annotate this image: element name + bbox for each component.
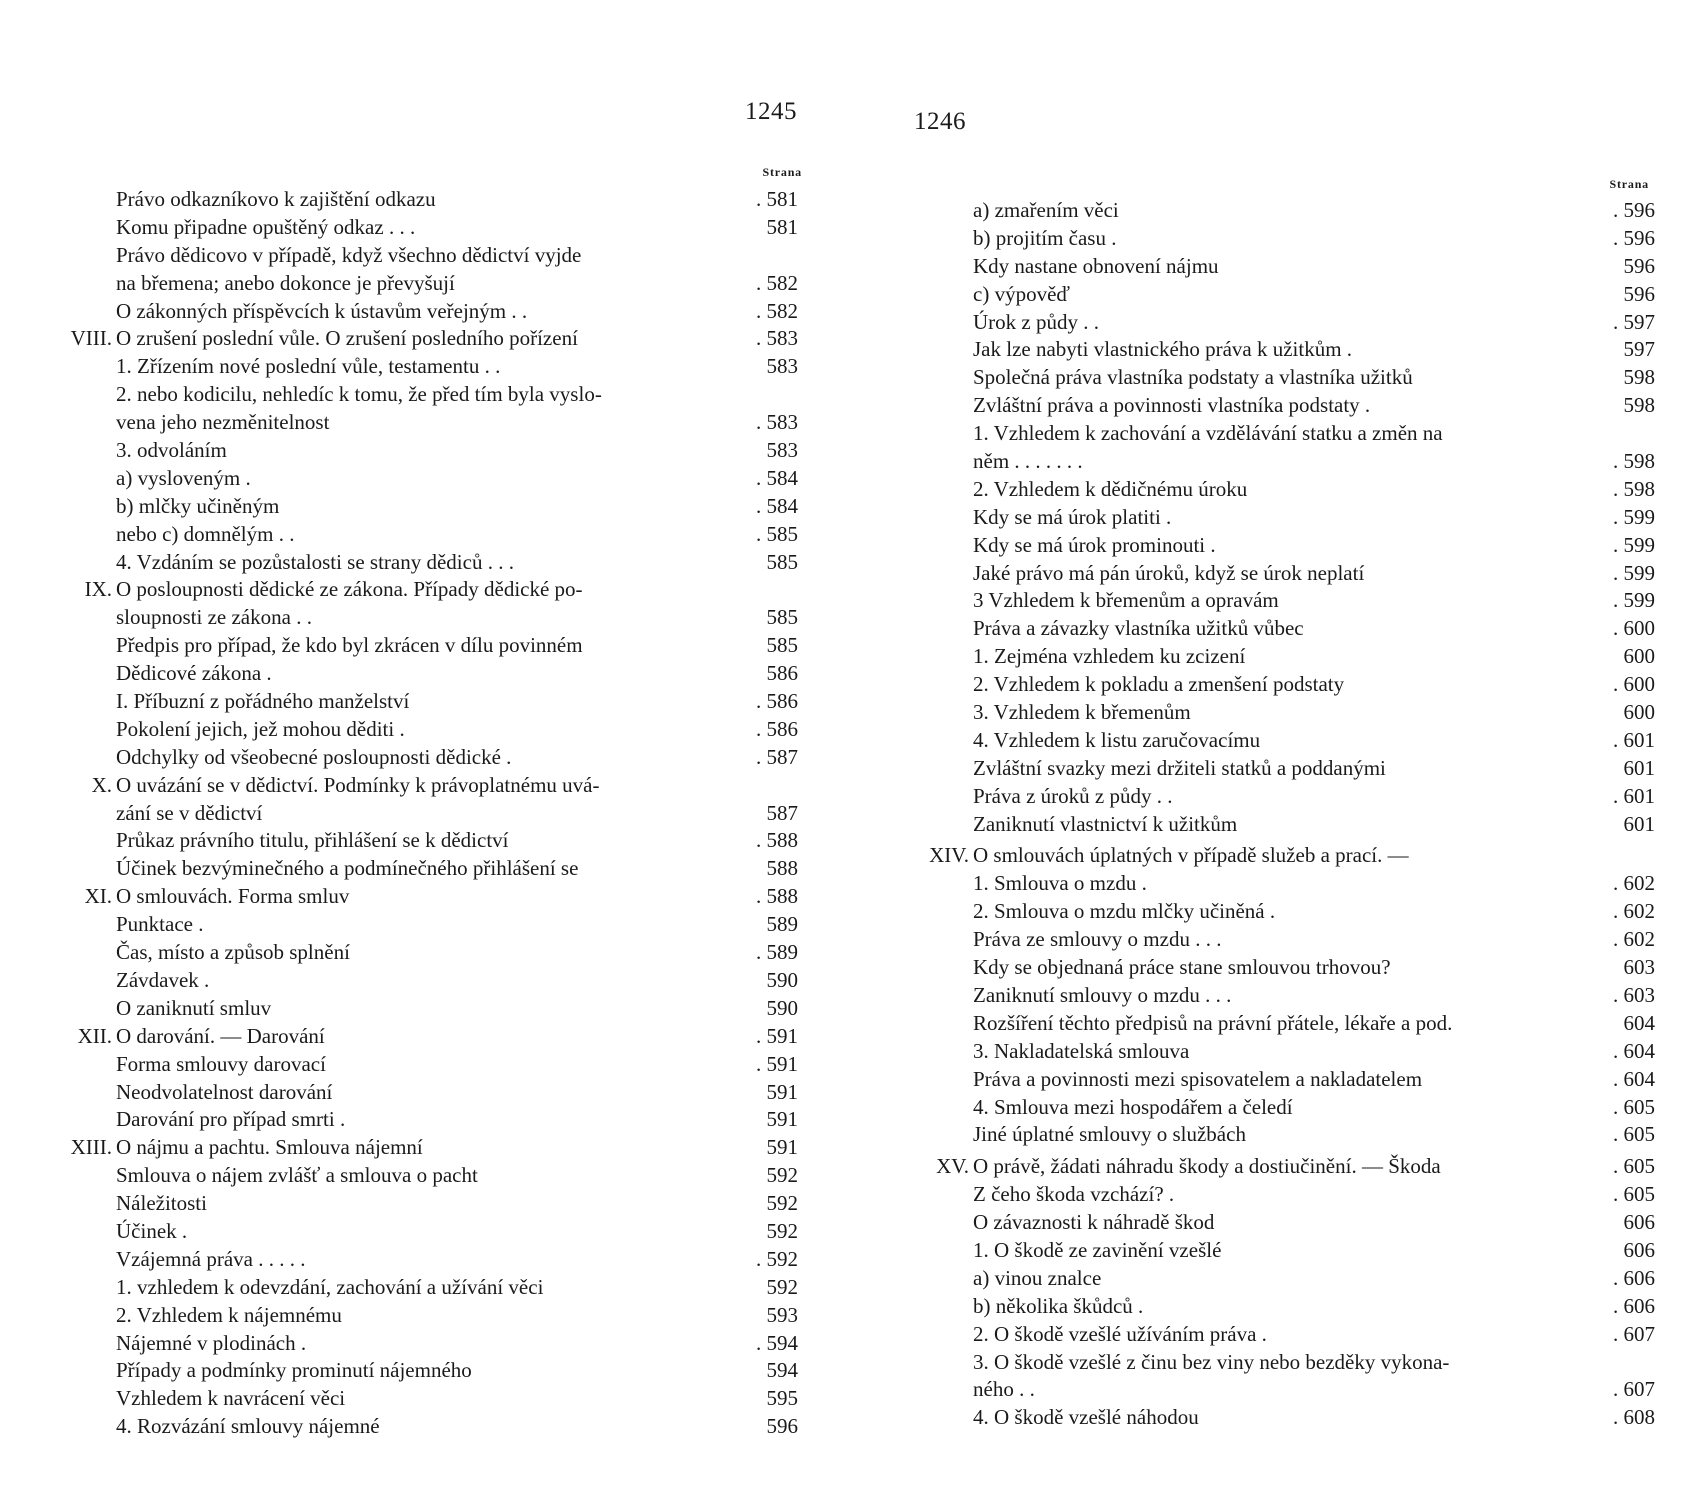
toc-entry: [905, 1010, 1655, 1038]
page-reference: 585: [766, 549, 798, 574]
entry-title: 4. Vzhledem k listu zaručovacímu: [973, 727, 1261, 752]
toc-entry: [48, 1413, 798, 1441]
toc-list: [905, 197, 1655, 1432]
entry-title: Zaniknutí vlastnictví k užitkům: [973, 811, 1238, 836]
entry-title: 1. Smlouva o mzdu .: [973, 871, 1147, 896]
entry-title: Zvláštní svazky mezi držiteli statků a poddanými: [973, 755, 1386, 780]
entry-title: b) několika škůdců .: [973, 1293, 1144, 1318]
entry-title: 3. O škodě vzešlé z činu bez viny nebo bezděky vykona-: [973, 1349, 1450, 1374]
entry-title: a) vysloveným .: [116, 465, 251, 490]
entry-title: Účinek bezvýminečného a podmínečného přihlášení se: [116, 856, 579, 881]
entry-title: Právo odkazníkovo k zajištění odkazu: [116, 187, 436, 211]
page-reference: . 585: [756, 521, 798, 546]
chapter-numeral: XI.: [84, 884, 112, 909]
page-reference: . 591: [756, 1023, 798, 1048]
page-reference: 596: [1623, 281, 1655, 306]
entry-title: 3. Nakladatelská smlouva: [973, 1038, 1190, 1063]
page-reference: . 600: [1613, 616, 1655, 641]
entry-title: Z čeho škoda vzchází? .: [973, 1182, 1175, 1207]
toc-entry: [48, 409, 798, 437]
entry-title: na břemena; anebo dokonce je převyšují: [116, 270, 455, 295]
toc-entry: [48, 800, 798, 828]
entry-title: Společná práva vlastníka podstaty a vlastníka užitků: [973, 365, 1413, 390]
page-reference: 603: [1623, 955, 1655, 980]
entry-title: 1. Zřízením nové poslední vůle, testamentu . .: [116, 354, 501, 379]
entry-title: 4. Rozvázání smlouvy nájemné: [116, 1414, 380, 1439]
toc-entry: [48, 353, 798, 381]
page-reference: . 598: [1613, 476, 1655, 501]
page-reference: . 601: [1613, 727, 1655, 752]
page-reference: 588: [766, 856, 798, 881]
toc-entry: [48, 325, 798, 353]
page-column-header: Strana: [762, 165, 802, 179]
entry-title: Náležitosti: [116, 1191, 207, 1216]
toc-entry: [48, 298, 798, 326]
toc-entry: [905, 504, 1655, 532]
toc-entry: [48, 1079, 798, 1107]
page-reference: . 603: [1613, 982, 1655, 1007]
entry-title: 1. O škodě ze zavinění vzešlé: [973, 1237, 1222, 1262]
toc-entry: [48, 1162, 798, 1190]
page-reference: 587: [766, 800, 798, 825]
page-reference: . 605: [1613, 1122, 1655, 1147]
page-reference: 585: [766, 633, 798, 658]
toc-entry: [48, 1134, 798, 1162]
toc-entry: [905, 364, 1655, 392]
page-reference: 583: [766, 354, 798, 379]
entry-title: O právě, žádati náhradu škody a dostiučinění. — Škoda: [973, 1154, 1441, 1179]
toc-entry: [905, 1404, 1655, 1432]
toc-entry: [48, 1357, 798, 1385]
page-reference: 596: [1623, 253, 1655, 278]
chapter-numeral: XII.: [77, 1023, 112, 1048]
entry-title: Kdy se objednaná práce stane smlouvou trhovou?: [973, 955, 1391, 980]
toc-entry: [48, 1385, 798, 1413]
entry-title: O posloupnosti dědické ze zákona. Případy dědické po-: [116, 577, 583, 602]
page-reference: 598: [1623, 365, 1655, 390]
page-reference: 586: [766, 661, 798, 686]
toc-entry: [48, 1302, 798, 1330]
entry-title: Jaké právo má pán úroků, když se úrok neplatí: [973, 560, 1365, 585]
toc-entry: [48, 911, 798, 939]
toc-entry: [905, 755, 1655, 783]
entry-title: 2. nebo kodicilu, nehledíc k tomu, že před tím byla vyslo-: [116, 382, 602, 407]
page-column-header: Strana: [1609, 177, 1649, 191]
entry-title: Závdavek .: [116, 967, 210, 992]
entry-title: 1. Zejména vzhledem ku zcizení: [973, 644, 1246, 669]
entry-title: a) vinou znalce: [973, 1265, 1102, 1290]
page-reference: . 600: [1613, 672, 1655, 697]
toc-entry: [905, 811, 1655, 839]
toc-entry: [48, 688, 798, 716]
page-reference: . 605: [1613, 1154, 1655, 1179]
page-reference: 600: [1623, 700, 1655, 725]
entry-title: Práva a povinnosti mezi spisovatelem a nakladatelem: [973, 1066, 1423, 1091]
entry-title: O zaniknutí smluv: [116, 995, 272, 1020]
toc-entry: [48, 1246, 798, 1274]
toc-entry: [905, 1293, 1655, 1321]
page-reference: . 586: [756, 689, 798, 714]
toc-entry: [48, 995, 798, 1023]
entry-title: Punktace .: [116, 912, 204, 937]
page-reference: 583: [766, 438, 798, 463]
page-reference: 597: [1623, 337, 1655, 362]
toc-entry: [905, 699, 1655, 727]
toc-entry: [905, 1237, 1655, 1265]
toc-entry: [48, 576, 798, 604]
page-reference: 590: [766, 967, 798, 992]
toc-entry: [48, 1330, 798, 1358]
page-reference: . 587: [756, 744, 798, 769]
entry-title: Forma smlouvy darovací: [116, 1051, 326, 1076]
toc-entry: [48, 660, 798, 688]
entry-title: 1. vzhledem k odevzdání, zachování a užívání věci: [116, 1274, 544, 1299]
entry-title: Zvláštní práva a povinnosti vlastníka podstaty .: [973, 393, 1371, 418]
page-reference: 592: [766, 1218, 798, 1243]
toc-entry: [48, 1051, 798, 1079]
entry-title: 4. O škodě vzešlé náhodou: [973, 1405, 1199, 1430]
page-reference: 591: [766, 1135, 798, 1160]
entry-title: O zákonných příspěvcích k ústavům veřejným . .: [116, 298, 528, 323]
entry-title: 1. Vzhledem k zachování a vzdělávání statku a změn na: [973, 421, 1443, 446]
page-reference: . 596: [1613, 198, 1655, 222]
chapter-numeral: X.: [91, 772, 112, 797]
entry-title: Smlouva o nájem zvlášť a smlouva o pacht: [116, 1163, 478, 1188]
toc-entry: [905, 898, 1655, 926]
page-reference: . 606: [1613, 1265, 1655, 1290]
toc-entry: [905, 1181, 1655, 1209]
toc-entry: [905, 1265, 1655, 1293]
entry-title: 4. Vzdáním se pozůstalosti se strany dědiců . . .: [116, 549, 514, 574]
toc-entry: [48, 242, 798, 270]
toc-entry: [905, 281, 1655, 309]
entry-title: 4. Smlouva mezi hospodářem a čeledí: [973, 1094, 1293, 1119]
entry-title: Dědicové zákona .: [116, 661, 272, 686]
entry-title: nebo c) domnělým . .: [116, 521, 295, 546]
toc-entry: [905, 1066, 1655, 1094]
toc-entry: [48, 744, 798, 772]
page-reference: . 606: [1613, 1293, 1655, 1318]
entry-title: c) výpověď: [973, 281, 1070, 306]
toc-entry: [905, 615, 1655, 643]
toc-entry: [905, 870, 1655, 898]
toc-entry: [48, 521, 798, 549]
entry-title: 3. odvoláním: [116, 438, 227, 463]
page-reference: . 583: [756, 410, 798, 435]
page-reference: . 582: [756, 298, 798, 323]
toc-entry: [905, 1038, 1655, 1066]
entry-title: Čas, místo a způsob splnění: [116, 940, 350, 965]
toc-entry: [48, 493, 798, 521]
toc-entry: [905, 1121, 1655, 1149]
entry-title: něm . . . . . . .: [973, 449, 1083, 474]
toc-entry: [48, 549, 798, 577]
page-reference: . 599: [1613, 504, 1655, 529]
toc-list: [48, 186, 798, 1441]
page-reference: 591: [766, 1107, 798, 1132]
entry-title: Vzájemná práva . . . . .: [116, 1246, 306, 1271]
entry-title: Předpis pro případ, že kdo byl zkrácen v dílu povinném: [116, 633, 583, 658]
page-reference: . 607: [1613, 1321, 1655, 1346]
toc-entry: [905, 1153, 1655, 1181]
page-reference: . 602: [1613, 927, 1655, 952]
page-reference: . 586: [756, 716, 798, 741]
page-reference: . 594: [756, 1330, 798, 1355]
page-reference: . 597: [1613, 309, 1655, 334]
entry-title: O nájmu a pachtu. Smlouva nájemní: [116, 1135, 423, 1160]
page-reference: . 596: [1613, 225, 1655, 250]
page-reference: . 581: [756, 187, 798, 211]
page-reference: . 601: [1613, 783, 1655, 808]
toc-entry: [48, 214, 798, 242]
toc-entry: [905, 420, 1655, 448]
toc-entry: [48, 186, 798, 214]
toc-entry: [48, 855, 798, 883]
toc-entry: [905, 1209, 1655, 1237]
toc-entry: [48, 1218, 798, 1246]
page-reference: 601: [1623, 755, 1655, 780]
toc-entry: [905, 532, 1655, 560]
entry-title: Komu připadne opuštěný odkaz . . .: [116, 214, 416, 239]
toc-entry: [905, 1349, 1655, 1377]
entry-title: O smlouvách. Forma smluv: [116, 884, 350, 909]
entry-title: Práva a závazky vlastníka užitků vůbec: [973, 616, 1304, 641]
page-reference: 592: [766, 1191, 798, 1216]
entry-title: I. Příbuzní z pořádného manželství: [116, 689, 410, 714]
toc-entry: [48, 604, 798, 632]
entry-title: 3 Vzhledem k břemenům a opravám: [973, 588, 1279, 613]
entry-title: O závaznosti k náhradě škod: [973, 1210, 1215, 1235]
entry-title: Nájemné v plodinách .: [116, 1330, 307, 1355]
entry-title: Účinek .: [116, 1218, 188, 1243]
page-reference: . 604: [1613, 1038, 1655, 1063]
page-reference: 591: [766, 1079, 798, 1104]
entry-title: b) projitím času .: [973, 225, 1117, 250]
page-reference: . 605: [1613, 1094, 1655, 1119]
chapter-numeral: XIV.: [929, 843, 969, 868]
entry-title: vena jeho nezměnitelnost: [116, 410, 330, 435]
page-reference: . 607: [1613, 1377, 1655, 1402]
entry-title: O zrušení poslední vůle. O zrušení posledního pořízení: [116, 326, 578, 351]
page-reference: . 589: [756, 940, 798, 965]
page-reference: 592: [766, 1274, 798, 1299]
toc-entry: [905, 392, 1655, 420]
entry-title: Pokolení jejich, jež mohou děditi .: [116, 716, 405, 741]
entry-title: Kdy se má úrok platiti .: [973, 504, 1172, 529]
toc-entry: [905, 954, 1655, 982]
toc-entry: [905, 643, 1655, 671]
page-reference: 585: [766, 605, 798, 630]
entry-title: Případy a podmínky prominutí nájemného: [116, 1358, 472, 1383]
toc-entry: [48, 1106, 798, 1134]
entry-title: 2. O škodě vzešlé užíváním práva .: [973, 1321, 1267, 1346]
page-reference: 606: [1623, 1237, 1655, 1262]
page-reference: . 602: [1613, 871, 1655, 896]
entry-title: Práva z úroků z půdy . .: [973, 783, 1173, 808]
toc-entry: [905, 448, 1655, 476]
entry-title: 3. Vzhledem k břemenům: [973, 700, 1191, 725]
entry-title: Jak lze nabyti vlastnického práva k užitkům .: [973, 337, 1353, 362]
toc-entry: [48, 967, 798, 995]
entry-title: Vzhledem k navrácení věci: [116, 1386, 346, 1411]
toc-entry: [48, 1190, 798, 1218]
page-reference: . 598: [1613, 449, 1655, 474]
toc-entry: [48, 437, 798, 465]
entry-title: b) mlčky učiněným: [116, 493, 280, 518]
toc-entry: [905, 225, 1655, 253]
toc-entry: [905, 982, 1655, 1010]
toc-entry: [905, 1094, 1655, 1122]
entry-title: O uvázání se v dědictví. Podmínky k právoplatnému uvá-: [116, 772, 600, 797]
toc-entry: [48, 465, 798, 493]
toc-entry: [905, 476, 1655, 504]
page-reference: . 588: [756, 884, 798, 909]
toc-entry: [905, 336, 1655, 364]
entry-title: Právo dědicovo v případě, když všechno dědictví vyjde: [116, 242, 582, 267]
toc-entry: [48, 716, 798, 744]
toc-entry: [905, 926, 1655, 954]
page-reference: 592: [766, 1163, 798, 1188]
page-reference: . 602: [1613, 899, 1655, 924]
toc-entry: [905, 197, 1655, 225]
entry-title: Rozšíření těchto předpisů na právní přátele, lékaře a pod.: [973, 1010, 1453, 1035]
page-reference: 604: [1623, 1010, 1655, 1035]
entry-title: O smlouvách úplatných v případě služeb a prací. —: [973, 843, 1409, 868]
toc-entry: [48, 827, 798, 855]
toc-entry: [48, 632, 798, 660]
toc-entry: [905, 842, 1655, 870]
entry-title: Odchylky od všeobecné posloupnosti dědické .: [116, 744, 512, 769]
page-reference: 600: [1623, 644, 1655, 669]
page-reference: . 584: [756, 493, 798, 518]
page-reference: 594: [766, 1358, 798, 1383]
entry-title: Kdy nastane obnovení nájmu: [973, 253, 1219, 278]
toc-entry: [905, 587, 1655, 615]
toc-entry: [48, 1023, 798, 1051]
entry-title: ného . .: [973, 1377, 1035, 1402]
toc-entry: [905, 253, 1655, 281]
toc-entry: [905, 671, 1655, 699]
page-reference: . 582: [756, 270, 798, 295]
entry-title: O darování. — Darování: [116, 1023, 325, 1048]
page-reference: 593: [766, 1302, 798, 1327]
page-reference: . 584: [756, 465, 798, 490]
toc-entry: [905, 783, 1655, 811]
entry-title: Úrok z půdy . .: [973, 309, 1099, 334]
toc-entry: [48, 772, 798, 800]
page-reference: 596: [766, 1414, 798, 1439]
toc-entry: [905, 309, 1655, 337]
entry-title: a) zmařením věci: [973, 198, 1119, 222]
page-number: 1245: [745, 98, 797, 125]
page-reference: . 608: [1613, 1405, 1655, 1430]
entry-title: Zaniknutí smlouvy o mzdu . . .: [973, 982, 1232, 1007]
page-reference: . 599: [1613, 588, 1655, 613]
chapter-numeral: IX.: [84, 577, 112, 602]
toc-entry: [905, 1321, 1655, 1349]
toc-entry: [905, 560, 1655, 588]
entry-title: Práva ze smlouvy o mzdu . . .: [973, 927, 1222, 952]
page-reference: 601: [1623, 811, 1655, 836]
page-reference: . 591: [756, 1051, 798, 1076]
entry-title: 2. Vzhledem k pokladu a zmenšení podstaty: [973, 672, 1345, 697]
entry-title: 2. Vzhledem k nájemnému: [116, 1302, 342, 1327]
entry-title: Neodvolatelnost darování: [116, 1079, 333, 1104]
page-reference: . 604: [1613, 1066, 1655, 1091]
toc-entry: [48, 381, 798, 409]
chapter-numeral: VIII.: [70, 326, 112, 351]
page-reference: 606: [1623, 1210, 1655, 1235]
page-reference: . 592: [756, 1246, 798, 1271]
page-reference: . 599: [1613, 560, 1655, 585]
page-reference: 598: [1623, 393, 1655, 418]
toc-entry: [48, 883, 798, 911]
page-reference: 581: [766, 214, 798, 239]
page-number: 1246: [914, 108, 966, 135]
page-reference: 590: [766, 995, 798, 1020]
entry-title: Kdy se má úrok prominouti .: [973, 532, 1216, 557]
toc-entry: [48, 270, 798, 298]
entry-title: Průkaz právního titulu, přihlášení se k dědictví: [116, 828, 509, 853]
entry-title: 2. Smlouva o mzdu mlčky učiněná .: [973, 899, 1276, 924]
entry-title: 2. Vzhledem k dědičnému úroku: [973, 476, 1248, 501]
chapter-numeral: XV.: [936, 1154, 969, 1179]
page-reference: 589: [766, 912, 798, 937]
toc-entry: [905, 727, 1655, 755]
entry-title: Jiné úplatné smlouvy o službách: [973, 1122, 1246, 1147]
toc-entry: [905, 1376, 1655, 1404]
page-reference: . 599: [1613, 532, 1655, 557]
toc-entry: [48, 1274, 798, 1302]
entry-title: sloupnosti ze zákona . .: [116, 605, 312, 630]
page-reference: 595: [766, 1386, 798, 1411]
chapter-numeral: XIII.: [70, 1135, 112, 1160]
page-reference: . 583: [756, 326, 798, 351]
entry-title: Darování pro případ smrti .: [116, 1107, 346, 1132]
page-reference: . 588: [756, 828, 798, 853]
page-reference: . 605: [1613, 1182, 1655, 1207]
toc-entry: [48, 939, 798, 967]
entry-title: zání se v dědictví: [116, 800, 263, 825]
